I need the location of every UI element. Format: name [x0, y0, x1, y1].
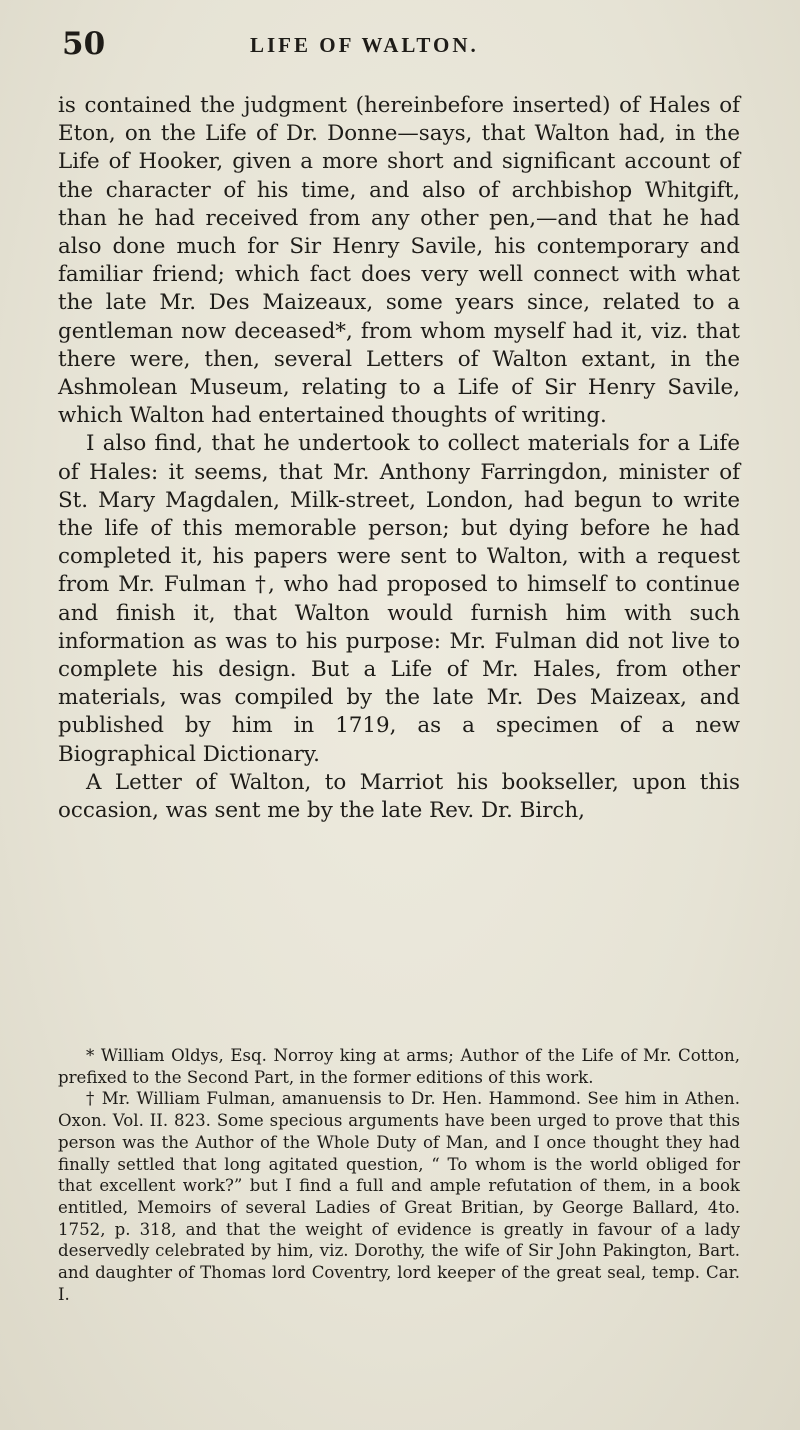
- body-paragraph: A Letter of Walton, to Marriot his bookseller, upon this occasion, was sent me by the late Rev. Dr. Birch,: [58, 769, 740, 824]
- page-number: 50: [62, 26, 106, 62]
- body-paragraph: is contained the judgment (hereinbefore inserted) of Hales of Eton, on the Life of Dr. Donne—says, that Walton had, in the Life of Hooker, given a more short and significant account of the character of his time, and also of archbishop Whitgift, than he had received from any other pen,—and that he had also done much for Sir Henry Savile, his contemporary and familiar friend; which fact does very well connect with what the late Mr. Des Maizeaux, some years since, related to a gentleman now deceased*, from whom myself had it, viz. that there were, then, several Letters of Walton extant, in the Ashmolean Museum, relating to a Life of Sir Henry Savile, which Walton had entertained thoughts of writing.: [58, 93, 740, 429]
- footnote: † Mr. William Fulman, amanuensis to Dr. Hen. Hammond. See him in Athen. Oxon. Vol. II. 823. Some specious arguments have been urged to prove that this person was the Author of the Whole Duty of Man, and I once thought they had finally settled that long agitated question, “ To whom is the world obliged for that excellent work?” but I find a full and ample refutation of them, in a book entitled, Memoirs of several Ladies of Great Britian, by George Ballard, 4to. 1752, p. 318, and that the weight of evidence is greatly in favour of a lady deservedly celebrated by him, viz. Dorothy, the wife of Sir John Pakington, Bart. and daughter of Thomas lord Coventry, lord keeper of the great seal, temp. Car. I.: [58, 1089, 740, 1304]
- footnotes: [58, 1045, 740, 1305]
- running-head: [0, 26, 800, 62]
- footnote: * William Oldys, Esq. Norroy king at arms; Author of the Life of Mr. Cotton, prefixed to the Second Part, in the former editions of this work.: [58, 1046, 740, 1087]
- running-title: LIFE OF WALTON.: [250, 33, 479, 57]
- body-text: [58, 92, 740, 825]
- body-paragraph: I also find, that he undertook to collect materials for a Life of Hales: it seems, that Mr. Anthony Farringdon, minister of St. Mary Magdalen, Milk-street, London, had begun to write the life of this memorable person; but dying before he had completed it, his papers were sent to Walton, with a request from Mr. Fulman †, who had proposed to himself to continue and finish it, that Walton would furnish him with such information as was to his purpose: Mr. Fulman did not live to complete his design. But a Life of Mr. Hales, from other materials, was compiled by the late Mr. Des Maizeax, and published by him in 1719, as a specimen of a new Biographical Dictionary.: [58, 431, 740, 767]
